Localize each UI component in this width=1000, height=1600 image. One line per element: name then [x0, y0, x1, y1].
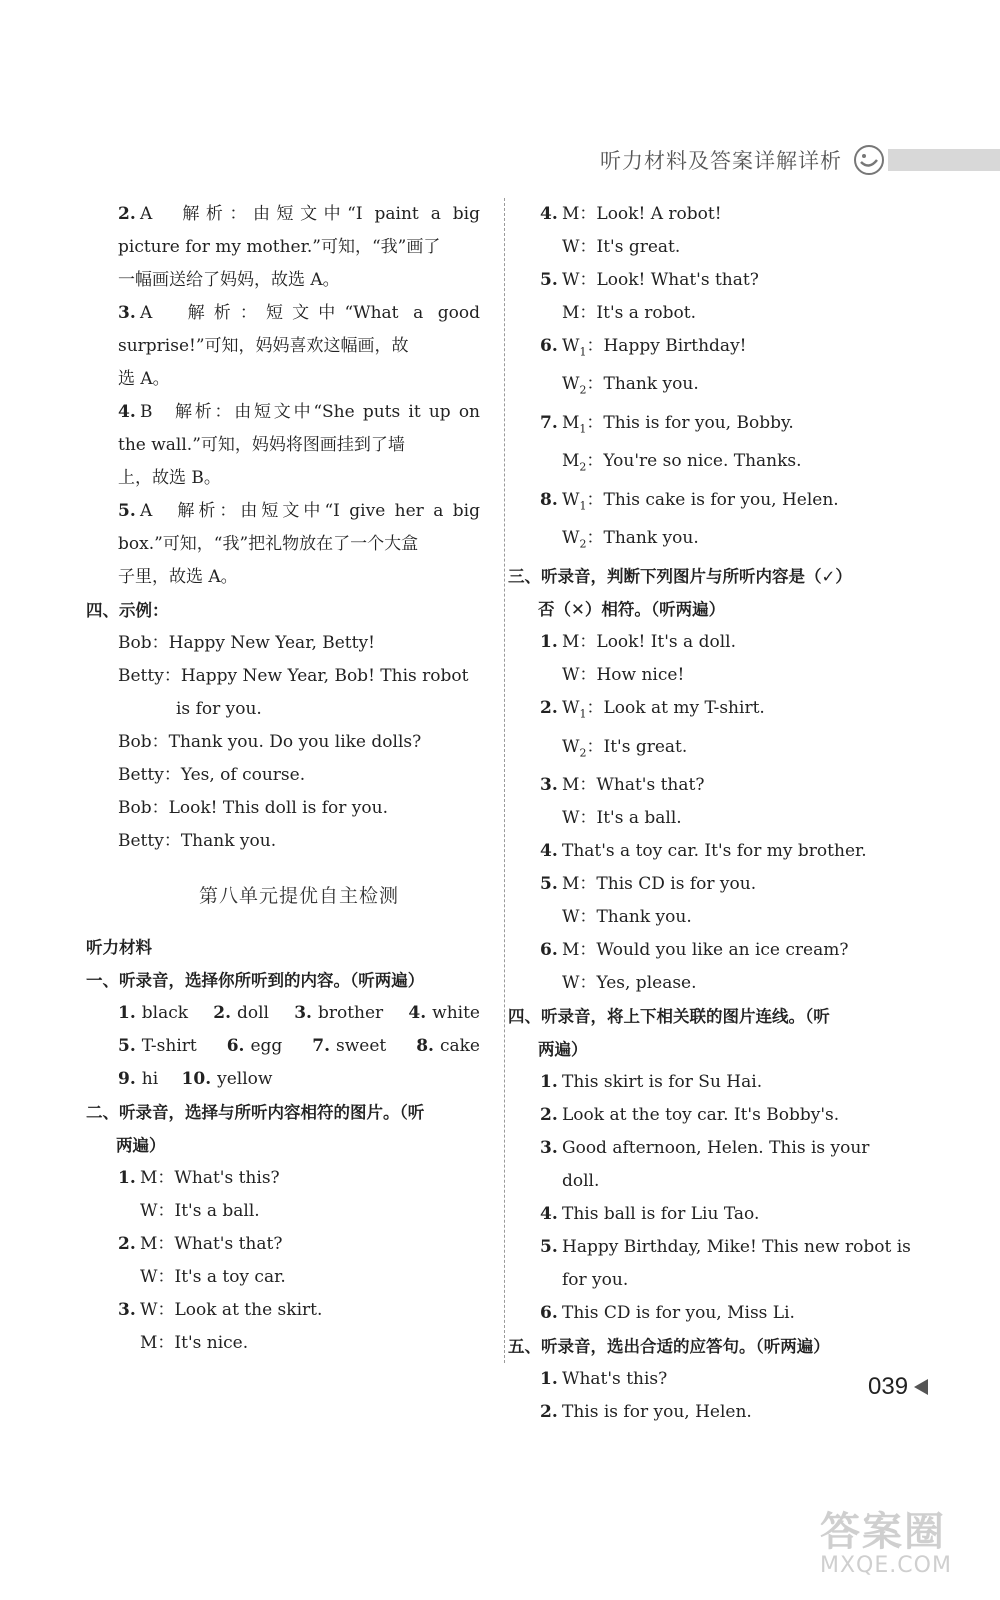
dialog-item [540, 868, 918, 934]
dialog-line: $W_2$：It's great. [562, 736, 688, 760]
sentence: doll. [562, 1171, 600, 1192]
answer-text: 选 A。 [118, 369, 170, 389]
answer-item [118, 396, 480, 495]
column-divider [504, 198, 505, 1363]
speaker: Bob： [118, 732, 169, 752]
answer-item [118, 495, 480, 594]
dialog-item [540, 484, 918, 561]
dialog-item [540, 934, 918, 1000]
speaker: Betty： [118, 666, 181, 686]
word-item: 3. brother [294, 1003, 384, 1023]
dialog-line: W：It's a toy car. [140, 1267, 286, 1287]
word-item: 9. hi [118, 1069, 159, 1089]
dialog-line: W：It's great. [562, 237, 681, 257]
part3-heading: 三、听录音，判断下列图片与所听内容是（✓） [508, 567, 852, 587]
dialog-line: $W_2$：Thank you. [562, 527, 699, 551]
sentence: Look at the toy car. It's Bobby's. [562, 1105, 840, 1126]
section-title: 第八单元提优自主检测 [198, 885, 399, 907]
dialog-line: M：What's that? [140, 1234, 283, 1254]
dialog-line: W：Look at the skirt. [140, 1300, 323, 1320]
part2-heading-cont: 两遍） [116, 1136, 166, 1155]
sentence: Happy Birthday, Mike! This new robot is [562, 1237, 911, 1258]
item-number: 5. [540, 270, 558, 290]
dialog-line: W：Look! What's that? [562, 270, 759, 290]
item-number: 4. [118, 402, 136, 422]
dialog-line: Happy New Year, Bob! This robot [180, 666, 469, 686]
item-number: 3. [118, 1300, 136, 1320]
dialog-line: $W_2$：Thank you. [562, 374, 699, 397]
item-number: 5. [540, 1237, 558, 1258]
sentence: This is for you, Helen. [562, 1402, 752, 1423]
answer-text: surprise!”可知，妈妈喜欢这幅画，故 [118, 336, 409, 356]
list-item [540, 1297, 918, 1330]
item-number: 3. [540, 1138, 558, 1159]
dialog-line: Thank you. Do you like dolls? [168, 732, 422, 752]
dialog-item [118, 1228, 480, 1294]
item-number: 5. [118, 501, 136, 521]
item-number: 2. [540, 1105, 558, 1126]
answer-text: A 解析：由短文中“I paint a big [140, 204, 480, 224]
page-number-text: 039 [868, 1373, 909, 1400]
item-number: 5. [540, 874, 558, 895]
dialog-line: M：This CD is for you. [562, 874, 757, 895]
part5-heading: 五、听录音，选出合适的应答句。（听两遍） [508, 1337, 830, 1357]
triangle-left-icon [914, 1379, 928, 1395]
item-number: 4. [540, 1204, 558, 1225]
item-number: 1. [540, 632, 558, 653]
word-item: 6. egg [226, 1036, 283, 1056]
dialog-line: is for you. [176, 699, 262, 719]
example-dialog [118, 627, 480, 858]
dialog-line: $W_1$：This cake is for you, Helen. [562, 489, 839, 512]
page-header [600, 138, 1000, 182]
list-item [540, 1132, 918, 1198]
dialog-line: M：It's nice. [140, 1333, 249, 1353]
smile-logo-icon [852, 143, 886, 177]
answer-text: picture for my mother.”可知，“我”画了 [118, 237, 441, 257]
item-number: 2. [118, 204, 136, 224]
answer-text: A 解析：由短文中“I give her a big [140, 501, 480, 521]
right-column [508, 198, 918, 1429]
item-number: 7. [540, 412, 558, 433]
part4-heading-cont: 两遍） [538, 1040, 588, 1060]
answer-text: box.”可知，“我”把礼物放在了一个大盒 [118, 534, 419, 554]
dialog-line: M：It's a robot. [562, 303, 697, 323]
sentence: Good afternoon, Helen. This is your [562, 1138, 870, 1159]
answer-text: A 解析：短文中“What a good [140, 303, 480, 323]
dialog-line: M：What's that? [562, 775, 705, 796]
word-item: 4. white [408, 1003, 480, 1023]
word-row [118, 1063, 480, 1096]
answer-item [118, 198, 480, 297]
left-column [86, 198, 480, 1360]
watermark-logo [820, 1500, 952, 1578]
dialog-line: Yes, of course. [180, 765, 306, 785]
list-item [540, 1099, 918, 1132]
header-title: 听力材料及答案详解详析 [600, 149, 842, 173]
header-bar [888, 149, 1000, 171]
dialog-line: $M_2$：You're so nice. Thanks. [562, 451, 802, 474]
part3-heading-cont: 否（✕）相符。（听两遍） [538, 600, 726, 620]
answer-text: the wall.”可知，妈妈将图画挂到了墙 [118, 435, 405, 455]
item-number: 6. [540, 940, 558, 961]
dialog-item [540, 626, 918, 692]
item-number: 6. [540, 336, 558, 356]
part2-heading: 二、听录音，选择与所听内容相符的图片。（听 [86, 1103, 425, 1122]
sentence: This skirt is for Su Hai. [562, 1072, 763, 1093]
speaker: Betty： [118, 831, 181, 851]
list-item [540, 1396, 918, 1429]
word-row [118, 1030, 480, 1063]
item-number: 3. [540, 775, 558, 796]
dialog-item [118, 1294, 480, 1360]
dialog-line: $W_1$：Happy Birthday! [562, 336, 747, 359]
page-number [868, 1373, 928, 1401]
dialog-item [540, 692, 918, 769]
item-number: 2. [540, 698, 558, 719]
word-item: 1. black [118, 1003, 189, 1023]
sentence: for you. [562, 1270, 629, 1291]
sentence: This ball is for Liu Tao. [562, 1204, 760, 1225]
item-number: 4. [540, 204, 558, 224]
word-row [118, 997, 480, 1030]
dialog-line: W：Thank you. [562, 907, 692, 928]
dialog-line: Happy New Year, Betty! [168, 633, 375, 653]
listening-heading: 听力材料 [86, 938, 152, 957]
dialog-line: W：How nice! [562, 665, 685, 686]
item-number: 8. [540, 489, 558, 510]
list-item [540, 1363, 918, 1396]
dialog-line: M：Would you like an ice cream? [562, 940, 849, 961]
watermark-url: MXQE.COM [820, 1553, 952, 1578]
item-number: 4. [540, 841, 558, 862]
dialog-line: M：What's this? [140, 1168, 280, 1188]
dialog-line: W：It's a ball. [562, 808, 682, 829]
word-item: 8. cake [416, 1036, 480, 1056]
answer-text: 上，故选 B。 [118, 468, 221, 488]
speaker: Bob： [118, 633, 169, 653]
dialog-item [540, 769, 918, 835]
item-number: 1. [118, 1168, 136, 1188]
dialog-item [118, 1162, 480, 1228]
dialog-item [540, 330, 918, 407]
dialog-item [540, 264, 918, 330]
dialog-line: That's a toy car. It's for my brother. [562, 841, 867, 862]
list-item [540, 1198, 918, 1231]
dialog-line: M：Look! A robot! [562, 204, 722, 224]
dialog-line: W：It's a ball. [140, 1201, 260, 1221]
dialog-line: M：Look! It's a doll. [562, 632, 736, 653]
dialog-line: W：Yes, please. [562, 973, 697, 994]
dialog-item [540, 835, 918, 868]
answer-text: 一幅画送给了妈妈，故选 A。 [118, 270, 340, 290]
speaker: Bob： [118, 798, 169, 818]
item-number: 3. [118, 303, 136, 323]
word-item: 2. doll [213, 1003, 269, 1023]
speaker: Betty： [118, 765, 181, 785]
part4-heading: 四、听录音，将上下相关联的图片连线。（听 [508, 1007, 830, 1027]
item-number: 1. [540, 1072, 558, 1093]
item-number: 6. [540, 1303, 558, 1324]
dialog-item [540, 198, 918, 264]
list-item [540, 1231, 918, 1297]
answer-item [118, 297, 480, 396]
word-item: 7. sweet [312, 1036, 387, 1056]
dialog-line: $W_1$：Look at my T-shirt. [562, 698, 765, 721]
example-heading: 四、示例： [86, 601, 169, 620]
dialog-line: $M_1$：This is for you, Bobby. [562, 412, 794, 436]
list-item [540, 1066, 918, 1099]
word-item: 5. T-shirt [118, 1036, 197, 1056]
dialog-item [540, 407, 918, 484]
part1-heading: 一、听录音，选择你所听到的内容。（听两遍） [86, 971, 425, 990]
dialog-line: Thank you. [180, 831, 277, 851]
watermark-text: 答案圈 [820, 1509, 946, 1555]
sentence: What's this? [562, 1369, 668, 1390]
dialog-line: Look! This doll is for you. [168, 798, 388, 818]
answer-text: B 解析：由短文中“She puts it up on [140, 402, 480, 422]
word-item: 10. yellow [181, 1069, 273, 1089]
sentence: This CD is for you, Miss Li. [562, 1303, 795, 1324]
answer-text: 子里，故选 A。 [118, 567, 238, 587]
item-number: 1. [540, 1369, 558, 1390]
item-number: 2. [540, 1402, 558, 1423]
item-number: 2. [118, 1234, 136, 1254]
